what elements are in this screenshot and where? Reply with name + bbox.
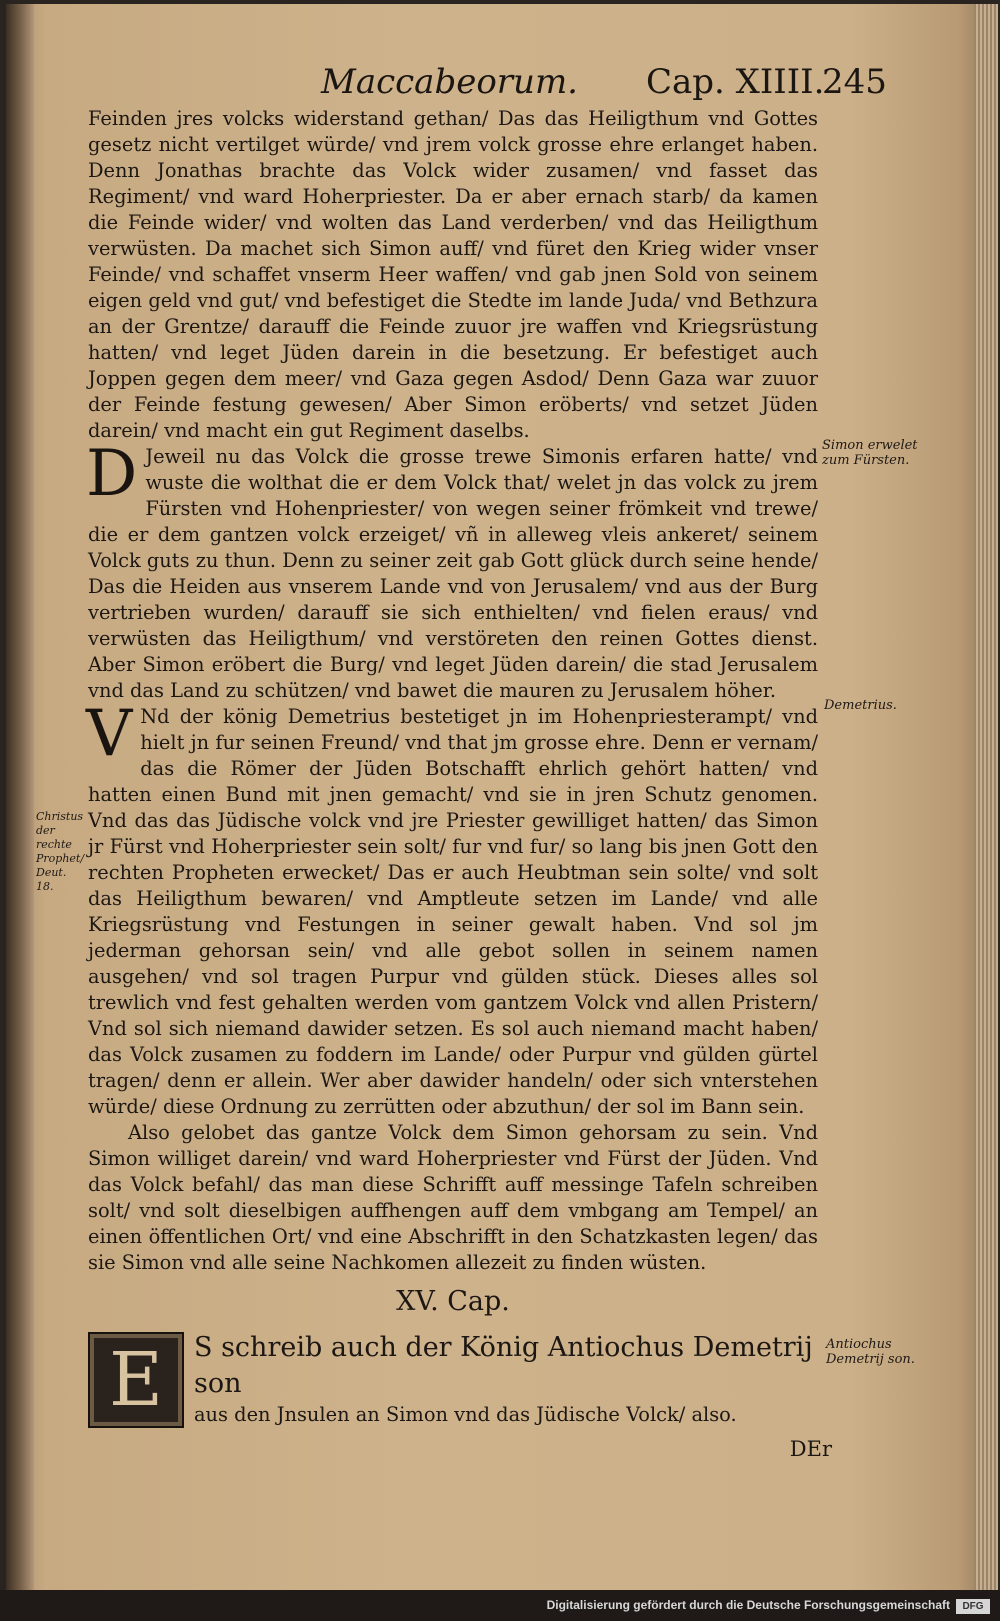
paragraph-1: Feinden jres volcks widerstand gethan/ Das das Heiligthum vnd Gottes gesetz nicht vertilget würde/ vnd jrem volck grosse ehre erlanget haben. Denn Jonathas brachte das Volck wider zusamen/ vnd fasset das Regiment/ vnd ward Hoherpriester. Da er aber ernach starb/ da kamen die Feinde wider/ vnd wolten das Land verderben/ vnd das Heiligthum verwüsten. Da machet sich Simon auff/ vnd füret den Krieg wider vnser Feinde/ vnd schaffet vnserm Heer waffen/ vnd gab jnen Sold von seinem eigen geld vnd gut/ vnd befestiget die Stedte im lande Juda/ vnd Bethzura an der Grentze/ darauff die Feinde zuuor jre waffen vnd Kriegsrüstung hatten/ vnd leget Jüden darein in die besetzung. Er befestiget auch Joppen gegen dem meer/ vnd Gaza gegen Asdod/ Denn Gaza war zuuor der Feinde festung gewesen/ Aber Simon eröberts/ vnd setzet Jüden darein/ vnd macht ein gut Regiment daselbs. (88, 107, 818, 442)
catchword: DEr (789, 1437, 832, 1461)
page-number: 245 (822, 62, 887, 102)
page-edges (974, 4, 998, 1594)
running-title: Maccabeorum. (321, 62, 578, 102)
footer-credit: Digitalisierung gefördert durch die Deutsche Forschungsgemeinschaft (546, 1598, 950, 1612)
margin-note-demetrius: Demetrius. (824, 698, 897, 713)
chapter-heading: XV. Cap. (396, 1286, 510, 1317)
woodcut-initial (88, 1332, 184, 1428)
margin-note-simon: Simon erwelet zum Fürsten. (822, 438, 918, 468)
initial-letter: V (86, 697, 133, 771)
binding-gutter (6, 4, 34, 1594)
paragraph-2-text: Jeweil nu das Volck die grosse trewe Simonis erfaren hatte/ vnd wuste die wolthat die er dem Volck that/ welet jn das volck zu jrem Fürsten vnd Hohenpriester/ von wegen seiner frömkeit vnd trewe/ die er dem gantzen volck erzeiget/ vñ in alleweg vleis ankeret/ seinem Volck guts zu thun. Denn zu seiner zeit gab Gott glück durch seine hende/ Das die Heiden aus vnserem Lande vnd von Jerusalem/ vnd aus der Burg vertrieben wurden/ darauff sie sich enthielten/ vnd fielen eraus/ vnd verwüsten das Heiligthum/ vnd verstöreten den reinen Gottes dienst. Aber Simon eröbert die Burg/ vnd leget Jüden darein/ die stad Jerusalem vnd das Land zu schützen/ vnd bawet die mauren zu Jerusalem höher. (88, 445, 818, 702)
footer-bar (0, 1590, 1000, 1621)
chapter-title: Cap. XIIII. (646, 62, 825, 102)
paragraph-2 (86, 437, 818, 704)
chapter-opening-line-2: aus den Jnsulen an Simon vnd das Jüdische Volck/ also. (194, 1403, 737, 1426)
paragraph-3 (86, 697, 818, 1120)
chapter-opening-line-1: S schreib auch der König Antiochus Demetrij son (194, 1332, 813, 1399)
paragraph-4: Also gelobet das gantze Volck dem Simon gehorsam zu sein. Vnd Simon williget darein/ vnd ward Hoherpriester vnd Fürst der Jüden. Vnd das Volck befahl/ das man diese Schrifft auff messinge Tafeln schreiben solt/ vnd solt dieselbigen auffhengen auff dem vmbgang am Tempel/ an einen öffentlichen Ort/ vnd eine Abschrifft in den Schatzkasten legen/ das sie Simon vnd alle seine Nachkomen allezeit zu finden wüsten. (88, 1121, 818, 1274)
margin-note-antiochus: Antiochus Demetrij son. (826, 1337, 915, 1367)
initial-letter: D (86, 437, 138, 511)
body-text (86, 106, 832, 1462)
margin-note-christus: Christus der rechte Prophet/ Deut. 18. (36, 810, 85, 893)
woodcut-letter: E (108, 1337, 164, 1423)
paragraph-3-text: Nd der könig Demetrius bestetiget jn im Hohenpriesterampt/ vnd hielt jn fur seinen Freund/ vnd that jm grosse ehre. Denn er vernam/ das die Römer der Jüden Botschafft ehrlich gehört hatten/ vnd hatten einen Bund mit jnen gemacht/ vnd sie in jren Schutz genomen. Vnd das das Jüdische volck vnd jre Priester gewilliget hatten/ das Simon jr Fürst vnd Hoherpriester sein solt/ fur vnd fur/ so lang bis jnen Gott den rechten Propheten erwecket/ Das er auch Heubtman sein solte/ vnd solt das Heiligthum bewaren/ vnd Amptleute setzen im Lande/ vnd alle Kriegsrüstung vnd Festungen in seiner gewalt haben. Vnd sol jm jederman gehorsan sein/ vnd alle gebot sollen in seinem namen ausgehen/ vnd sol tragen Purpur vnd gülden stück. Dieses alles sol trewlich vnd fest gehalten werden vom gantzem Volck vnd allen Pristern/ Vnd sol sich niemand dawider setzen. Es sol auch niemand macht haben/ das Volck zusamen zu foddern im Lande/ oder Purpur vnd gülden gürtel tragen/ denn er allein. Wer aber dawider handeln/ oder sich vnterstehen würde/ diese Ordnung zu zerrütten oder abzuthun/ der sol im Bann sein. (88, 705, 818, 1118)
dfg-logo-icon: DFG (956, 1599, 990, 1614)
book-page (6, 4, 998, 1594)
page-header (6, 62, 998, 108)
chapter-opening (88, 1330, 818, 1432)
